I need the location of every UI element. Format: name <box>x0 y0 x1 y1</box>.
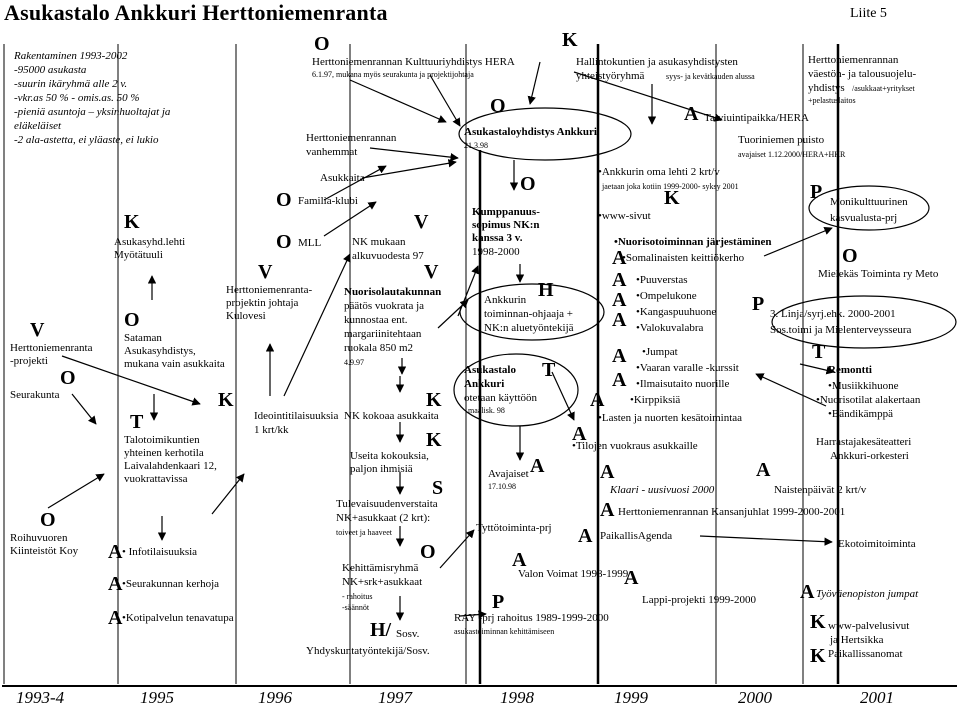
node-text-line: 17.10.98 <box>488 482 516 491</box>
node-paikallisagenda: PaikallisAgenda <box>600 530 673 542</box>
category-letter: A <box>590 389 605 411</box>
node-text-line: - rahoitus <box>342 592 373 601</box>
year-label: 2000 <box>738 688 772 707</box>
node-useita-kokouksia: Useita kokouksia, <box>350 450 429 462</box>
category-letter: O <box>314 33 330 55</box>
node-text-line: Laivalahdenkaari 12, <box>124 460 217 472</box>
node-ompelukone: •Ompelukone <box>636 290 697 302</box>
node-text-line: 6.1.97, mukana myös seurakunta ja projektijohtaja <box>312 70 474 79</box>
node-ekotoimitoiminta: Ekotoimitoiminta <box>838 538 916 550</box>
node-hera: Herttoniemenrannan Kulttuuriyhdistys HERA <box>312 56 515 68</box>
node-familia-klubi: Familia-klubi <box>298 195 358 207</box>
page-title: Asukastalo Ankkuri Herttoniemenranta <box>4 0 388 25</box>
category-letter: O <box>40 509 56 531</box>
category-letter: A <box>612 309 627 331</box>
category-letter: P <box>492 591 505 613</box>
node-talotoimikunnat: Talotoimikuntien <box>124 434 200 446</box>
node-puuverstas: •Puuverstas <box>636 274 688 286</box>
category-letter: K <box>426 429 442 451</box>
node-text-line: vanhemmat <box>306 146 358 158</box>
node-lasten-kesatoiminta: •Lasten ja nuorten kesätoimintaa <box>598 412 743 424</box>
node-nuorisolautakunta: Nuorisolautakunnan <box>344 286 442 298</box>
node-text-line: 4.9.97 <box>344 358 364 367</box>
node-text-line: paljon ihmisiä <box>350 463 413 475</box>
category-letter: A <box>600 461 615 483</box>
node-remontti: Remontti <box>828 364 872 376</box>
node-text-line: väestön- ja talousuojelu- <box>808 68 917 80</box>
node-text-line: syys- ja kevätkauden alussa <box>666 72 755 81</box>
node-mielekas-toiminta: Mielekäs Toiminta ry Meto <box>818 268 939 280</box>
node-text-line: yhteistyöryhmä <box>576 70 645 82</box>
node-kangaspuuhuone: •Kangaspuuhuone <box>636 306 717 318</box>
node-asukastalo-kayttoon: Asukastalo <box>464 364 516 376</box>
node-bandikamppa: •Bändikämppä <box>828 408 893 420</box>
category-letter: A <box>108 607 123 629</box>
category-letter: A <box>578 525 593 547</box>
node-tuoriniemen-puisto: Tuoriniemen puisto <box>738 134 825 146</box>
legend-line: -vkr.as 50 % - omis.as. 50 % <box>14 92 140 104</box>
node-text-line: yhdistys <box>808 82 845 94</box>
category-letter: A <box>612 247 627 269</box>
node-text-line: Paikallissanomat <box>828 648 903 660</box>
year-label: 1997 <box>378 688 412 707</box>
node-3-linja: 3. Linja/syrj.ehk. 2000-2001 <box>770 308 896 320</box>
node-text-line: NK+asukkaat (2 krt): <box>336 512 431 524</box>
year-label: 1993-4 <box>16 688 65 707</box>
category-letter: K <box>426 389 442 411</box>
category-letter: O <box>520 173 536 195</box>
category-letter: H/ <box>370 619 392 641</box>
node-vaestonsuojelu: Herttoniemenrannan <box>808 54 899 66</box>
category-letter: K <box>124 211 140 233</box>
node-text-line: Sos.toimi ja Mielenterveysseura <box>770 324 912 336</box>
category-letter: T <box>130 411 144 433</box>
node-talviuintipaikka: Talviuintipaikka/HERA <box>704 112 809 124</box>
node-text-line: projektin johtaja <box>226 297 299 309</box>
node-roihuvuori: Roihuvuoren <box>10 532 68 544</box>
node-kotipalvelu: •Kotipalvelun tenavatupa <box>122 612 234 624</box>
year-label: 1999 <box>614 688 648 707</box>
node-text-line: alkuvuodesta 97 <box>352 250 424 262</box>
category-letter: K <box>810 645 826 667</box>
category-letter: V <box>424 261 439 283</box>
category-letter: V <box>414 211 429 233</box>
node-nuorisotilat: •Nuorisotilat alakertaan <box>816 394 921 406</box>
node-www-palvelusivut: www-palvelusivut <box>828 620 910 632</box>
node-hertsikka: ja Hertsikka <box>830 634 884 646</box>
node-harrastajakesateatteri: Harrastajakesäteatteri <box>816 436 912 448</box>
node-lappi-projekti: Lappi-projekti 1999-2000 <box>642 594 756 606</box>
category-letter: O <box>60 367 76 389</box>
node-text-line: otetaan käyttöön <box>464 392 538 404</box>
legend-line: -95000 asukasta <box>14 64 87 76</box>
appendix-label: Liite 5 <box>850 6 887 21</box>
node-tyttotoiminta: Tyttötoiminta-prj <box>476 522 552 534</box>
node-valokuvalabra: •Valokuvalabra <box>636 322 704 334</box>
category-letter: H <box>538 279 554 301</box>
node-text-line: avajaiset 1.12.2000/HERA+HKR <box>738 150 846 159</box>
node-yhdyskuntatyontekija: Yhdyskuntatyöntekijä/Sosv. <box>306 645 430 657</box>
node-text-line: sopimus NK:n <box>472 219 540 231</box>
node-hp-johtaja: Herttoniemenranta- <box>226 284 313 296</box>
year-label: 2001 <box>860 688 894 707</box>
legend-line: Rakentaminen 1993-2002 <box>14 50 128 62</box>
category-letter: T <box>542 359 556 381</box>
node-vanhemmat: Herttoniemenrannan <box>306 132 397 144</box>
category-letter: A <box>600 499 615 521</box>
category-letter: A <box>512 549 527 571</box>
category-letter: A <box>530 455 545 477</box>
node-text-line: mukana vain asukkaita <box>124 358 225 370</box>
node-text-line: maalisk. 98 <box>468 406 505 415</box>
category-letter: A <box>108 573 123 595</box>
node-text-line: Sosv. <box>396 628 420 640</box>
node-tilojen-vuokraus: •Tilojen vuokraus asukkaille <box>572 440 698 452</box>
node-text-line: -säännöt <box>342 603 370 612</box>
node-text-line: Myötätuuli <box>114 249 163 261</box>
node-text-line: Asukasyhdistys, <box>124 345 196 357</box>
node-kansanjuhlat: Herttoniemenrannan Kansanjuhlat 1999-2000-2001 <box>618 506 846 518</box>
category-letter: A <box>684 103 699 125</box>
node-text-line: NK:n aluetyöntekijä <box>484 322 574 334</box>
node-nuorisotoiminta: •Nuorisotoiminnan järjestäminen <box>614 236 772 248</box>
node-text-line: toiveet ja haaveet <box>336 528 392 537</box>
category-letter: P <box>752 293 765 315</box>
node-text-line: margariinitehtaan <box>344 328 422 340</box>
category-letter: O <box>276 231 292 253</box>
node-tulevaisuudenverstaat: Tulevaisuudenverstaita <box>336 498 438 510</box>
node-nk-mukaan: NK mukaan <box>352 236 406 248</box>
node-monikulttuurinen: Monikulttuurinen <box>830 196 908 208</box>
node-kumppanuussopimus: Kumppanuus- <box>472 206 540 218</box>
category-letter: A <box>572 423 587 445</box>
category-letter: V <box>30 319 45 341</box>
node-mll: MLL <box>298 237 322 249</box>
category-letter: K <box>562 29 578 51</box>
year-label: 1995 <box>140 688 174 707</box>
node-text-line: päätös vuokrata ja <box>344 300 425 312</box>
category-letter: O <box>490 95 506 117</box>
node-text-line: ruokala 850 m2 <box>344 342 414 354</box>
category-letter: K <box>664 187 680 209</box>
node-text-line: toiminnan-ohjaaja + <box>484 308 573 320</box>
node-ideointi: Ideointitilaisuuksia <box>254 410 339 422</box>
node-text-line: Ankkuri <box>464 378 505 390</box>
node-seurakunnan-kerhoja: •Seurakunnan kerhoja <box>122 578 220 590</box>
category-letter: O <box>420 541 436 563</box>
node-ray-rahoitus: RAY -prj rahoitus 1989-1999-2000 <box>454 612 609 624</box>
node-text-line: kanssa 3 v. <box>472 232 523 244</box>
node-musiikkihuone: •Musiikkihuone <box>828 380 899 392</box>
node-hp-projekti: Herttoniemenranta <box>10 342 93 354</box>
category-letter: O <box>124 309 140 331</box>
category-letter: O <box>276 189 292 211</box>
category-letter: V <box>258 261 273 283</box>
node-vaaran-varalle: •Vaaran varalle -kurssit <box>636 362 739 374</box>
node-kirppiksia: •Kirppiksiä <box>630 394 681 406</box>
node-infotilaisuuksia: • Infotilaisuuksia <box>122 546 198 558</box>
node-asukasyhd-lehti: Asukasyhd.lehti <box>114 236 186 248</box>
node-text-line: Kiinteistöt Koy <box>10 545 79 557</box>
category-letter: A <box>612 369 627 391</box>
category-letter: A <box>108 541 123 563</box>
node-nk-kokoaa: NK kokoaa asukkaita <box>344 410 439 422</box>
category-letter: K <box>810 611 826 633</box>
node-text-line: kunnostaa ent. <box>344 314 408 326</box>
node-somalinaiset: •Somalinaisten keittiökerho <box>622 252 745 264</box>
node-asukkaita: Asukkaita <box>320 172 365 184</box>
node-jumpat: •Jumpat <box>642 346 678 358</box>
category-letter: A <box>800 581 815 603</box>
node-text-line: vuokrattavissa <box>124 473 188 485</box>
category-letter: O <box>842 245 858 267</box>
node-hallintokunnat: Hallintokuntien ja asukasyhdistysten <box>576 56 738 68</box>
node-text-line: /asukkaat+yritykset <box>852 84 915 93</box>
node-ilmaisutaito: •Ilmaisutaito nuorille <box>636 378 730 390</box>
node-text-line: jaetaan joka kotiin 1999-2000- syksy 2001 <box>602 182 739 191</box>
node-oma-lehti: •Ankkurin oma lehti 2 krt/v <box>598 166 720 178</box>
node-text-line: asukastoiminnan kehittämiseen <box>454 627 555 636</box>
node-klaari: Klaari - uusivuosi 2000 <box>610 484 715 496</box>
year-label: 1998 <box>500 688 534 707</box>
node-kehittamisryhma: Kehittämisryhmä <box>342 562 419 574</box>
node-toiminnanohjaaja: Ankkurin <box>484 294 527 306</box>
category-letter: T <box>812 341 826 363</box>
category-letter: A <box>612 289 627 311</box>
node-text-line: Ankkuri-orkesteri <box>830 450 909 462</box>
node-text-line: NK+srk+asukkaat <box>342 576 423 588</box>
category-letter: S <box>432 477 444 499</box>
node-asukastaloyhdistys: Asukastaloyhdistys Ankkuri <box>464 126 597 138</box>
node-text-line: -projekti <box>10 355 48 367</box>
node-text-line: kasvualusta-prj <box>830 212 898 224</box>
legend-line: eläkeläiset <box>14 120 62 132</box>
node-text-line: 1998-2000 <box>472 246 520 258</box>
node-www-sivut: •www-sivut <box>598 210 651 222</box>
node-text-line: 21.3.98 <box>464 141 488 150</box>
node-avajaiset: Avajaiset <box>488 468 529 480</box>
category-letter: K <box>218 389 234 411</box>
category-letter: A <box>612 345 627 367</box>
node-text-line: yhteinen kerhotila <box>124 447 204 459</box>
category-letter: A <box>624 567 639 589</box>
legend-line: -suurin ikäryhmä alle 2 v. <box>14 78 128 90</box>
year-label: 1996 <box>258 688 292 707</box>
legend-line: -pieniä asuntoja – yksinhuoltajat ja <box>14 106 171 118</box>
legend-line: -2 ala-astetta, ei yläaste, ei lukio <box>14 134 159 146</box>
node-text-line: Kulovesi <box>226 310 266 322</box>
node-valon-voimat: Valon Voimat 1998-1999 <box>518 568 629 580</box>
category-letter: A <box>612 269 627 291</box>
node-naistenpaivat: Naistenpäivät 2 krt/v <box>774 484 867 496</box>
category-letter: A <box>756 459 771 481</box>
node-seurakunta: Seurakunta <box>10 389 60 401</box>
node-text-line: +pelastuslaitos <box>808 96 856 105</box>
node-tyovaenopisto: Työväenopiston jumpat <box>816 588 919 600</box>
category-letter: P <box>810 181 823 203</box>
node-text-line: 1 krt/kk <box>254 424 289 436</box>
node-sataman-asukasyhdistys: Sataman <box>124 332 162 344</box>
